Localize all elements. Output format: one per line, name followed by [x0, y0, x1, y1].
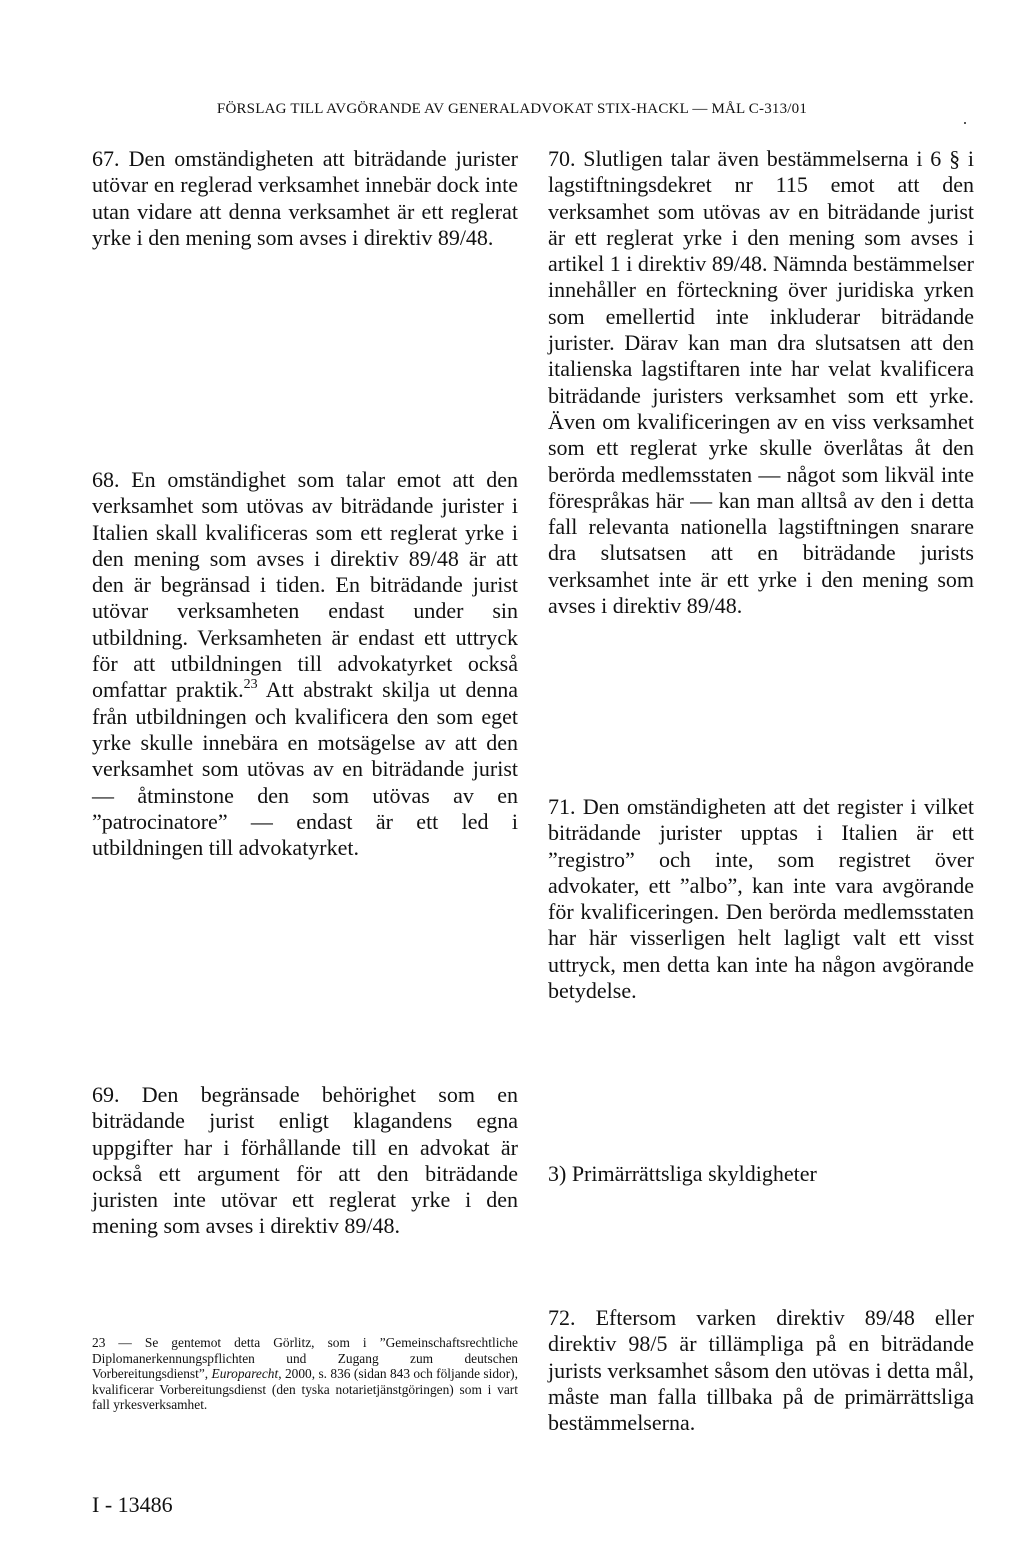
footnote-23	[92, 1335, 518, 1413]
paragraph-71: 71. Den omständigheten att det register i vilket biträdande jurister upptas i Italien är ett ”registro” och inte, som registret över advokater, ett ”albo”, kan inte vara avgörande för kvalificeringen. Den berörda medlemsstaten har här visserligen helt lagligt valt ett visst uttryck, men detta kan inte ha någon avgörande betydelse.	[548, 794, 974, 1004]
paragraph-72: 72. Eftersom varken direktiv 89/48 eller direktiv 98/5 är tillämpliga på en biträdande jurists verksamhet såsom den utövas i detta mål, måste man falla tillbaka på de primärrättsliga bestämmelserna.	[548, 1305, 974, 1436]
scan-mark	[964, 122, 966, 124]
footnote-journal: Europarecht	[211, 1366, 279, 1382]
section-heading-3: 3) Primärrättsliga skyldigheter	[548, 1161, 817, 1186]
paragraph-68-text-a: 68. En omständighet som talar emot att den verksamhet som utövas av biträdande jurister i Italien skall kvalificeras som ett reglerat yrke i den mening som avses i direktiv 89/48 är att den är begränsad i tiden. En biträdande jurist utövar verksamheten endast under sin utbildning. Verksamheten är endast ett uttryck för att utbildningen till advokatyrket också omfattar praktik.	[92, 467, 518, 703]
paragraph-69: 69. Den begränsade behörighet som en biträdande jurist enligt klagandens egna uppgifter har i förhållande till en advokat är också ett argument för att den biträdande juristen inte utövar ett reglerat yrke i den mening som avses i direktiv 89/48.	[92, 1082, 518, 1239]
paragraph-67: 67. Den omständigheten att biträdande jurister utövar en reglerad verksamhet innebär dock inte utan vidare att denna verksamhet är ett reglerat yrke i den mening som avses i direktiv 89/48.	[92, 146, 518, 250]
page-number: I - 13486	[92, 1492, 173, 1517]
footnote-text-a: Se gentemot detta Görlitz, som i ”Gemeinschaftsrechtliche Diplomanerkennungspflichten und Zugang zum deutschen Vorbereitungsdienst”,	[92, 1335, 518, 1382]
footnote-ref-23[interactable]: 23	[243, 677, 258, 693]
footnote-number: 23 —	[92, 1335, 145, 1350]
footnote-text-b: , 2000, s. 836 (sidan 843 och följande sidor), kvalificerar Vorbereitungsdienst (den tyska notarietjänstgöringen) som i vart fall yrkesverksamhet.	[92, 1366, 518, 1413]
paragraph-68	[92, 467, 518, 861]
running-header: FÖRSLAG TILL AVGÖRANDE AV GENERALADVOKAT STIX-HACKL — MÅL C-313/01	[216, 101, 808, 117]
paragraph-68-text-b: Att abstrakt skilja ut denna från utbildningen och kvalificera den som eget yrke skulle innebära en motsägelse av att den verksamhet som utövas av en biträdande jurist — åtminstone den som utövas av en ”patrocinatore” — endast är ett led i utbildningen till advokatyrket.	[92, 677, 518, 861]
paragraph-70: 70. Slutligen talar även bestämmelserna i 6 § i lagstiftningsdekret nr 115 emot att den verksamhet som utövas av en biträdande jurist är ett reglerat yrke i den mening som avses i artikel 1 i direktiv 89/48. Nämnda bestämmelser innehåller en förteckning över juridiska yrken som emellertid inte inkluderar biträdande jurister. Därav kan man dra slutsatsen att den italienska lagstiftaren inte har velat kvalificera biträdande juristers verksamhet som ett yrke. Även om kvalificeringen av en viss verksamhet som ett reglerat yrke skulle överlåtas åt den berörda medlemsstaten — något som likväl inte förespråkas här — kan man alltså av den i detta fall relevanta nationella lagstiftningen snarare dra slutsatsen att en biträdande jurists verksamhet inte är ett yrke i den mening som avses i direktiv 89/48.	[548, 146, 974, 619]
